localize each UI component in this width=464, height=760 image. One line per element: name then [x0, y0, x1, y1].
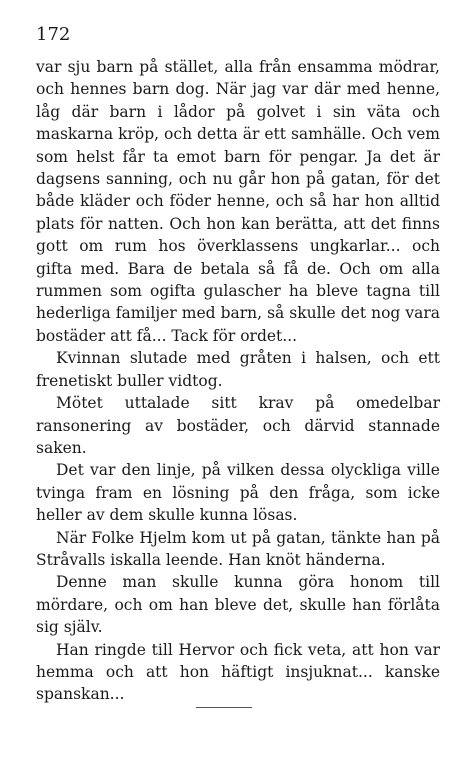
- paragraph: Denne man skulle kunna göra honom till mördare, och om han bleve det, skulle han förlåta sig själv.: [36, 573, 440, 637]
- paragraph: var sju barn på stället, alla från ensamma mödrar, och hennes barn dog. När jag var där med henne, låg där barn i lådor på golvet i sin väta och maskarna kröp, och detta är ett samhälle. Och vem som helst får ta emot barn för pengar. Ja det är dagsens sanning, och nu går hon på gatan, för det både kläder och föder henne, och så har hon alltid plats för natten. Och hon kan berätta, att det finns gott om rum hos överklassens ungkarlar... och gifta med. Bara de betala så få de. Och om alla rummen som ogifta gulascher ha bleve tagna till hederliga familjer med barn, så skulle det nog vara bostäder att få... Tack för ordet...: [36, 58, 440, 345]
- paragraph: När Folke Hjelm kom ut på gatan, tänkte han på Stråvalls iskalla leende. Han knöt händerna.: [36, 528, 440, 569]
- page-number: 172: [36, 24, 71, 45]
- paragraph: Kvinnan slutade med gråten i halsen, och ett frenetiskt buller vidtog.: [36, 349, 440, 390]
- paragraph: Mötet uttalade sitt krav på omedelbar ransonering av bostäder, och därvid stannade saken.: [36, 394, 440, 457]
- paragraph: Han ringde till Hervor och fick veta, att hon var hemma och att hon häftigt insjuknat... kanske spanskan...: [36, 640, 440, 704]
- paragraph: Det var den linje, på vilken dessa olyckliga ville tvinga fram en lösning på den fråga, som icke heller av dem skulle kunna lösas.: [36, 461, 440, 525]
- section-divider: [196, 707, 252, 708]
- body-text: [36, 56, 440, 706]
